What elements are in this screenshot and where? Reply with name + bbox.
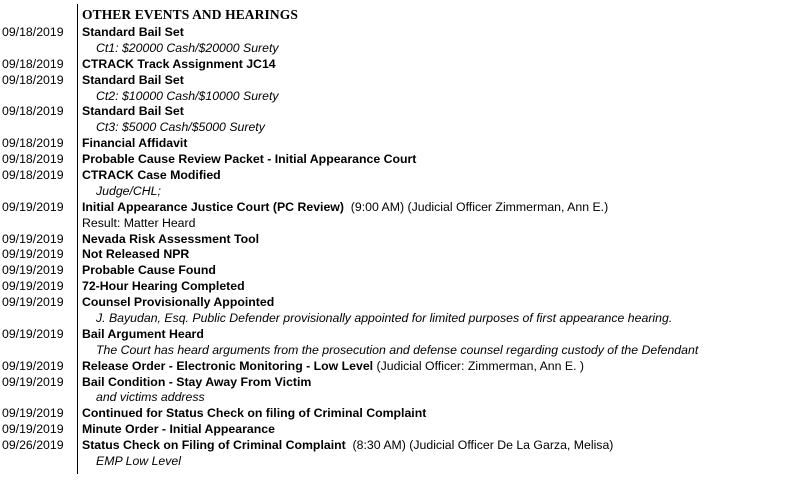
- event-row: [0, 247, 800, 263]
- event-date: 09/19/2019: [2, 263, 64, 278]
- event-row: [0, 406, 800, 422]
- event-title: Standard Bail Set: [82, 104, 184, 119]
- event-title: Financial Affidavit: [82, 136, 188, 151]
- event-row: [0, 136, 800, 152]
- event-result-row: [0, 216, 800, 232]
- event-date: 09/19/2019: [2, 406, 64, 421]
- event-row: [0, 168, 800, 184]
- event-title: Bail Argument Heard: [82, 326, 204, 341]
- event-date: 09/19/2019: [2, 231, 64, 246]
- event-result: Result: Matter Heard: [82, 215, 196, 230]
- event-detail: EMP Low Level: [96, 454, 181, 469]
- event-title: Bail Condition - Stay Away From Victim: [82, 374, 312, 389]
- event-detail: Judge/CHL;: [96, 183, 161, 198]
- event-detail-row: [0, 184, 800, 200]
- event-detail-row: [0, 89, 800, 105]
- event-date: 09/26/2019: [2, 438, 64, 453]
- event-officer-info: (8:30 AM) (Judicial Officer De La Garza, Melisa): [345, 438, 614, 453]
- event-row: [0, 104, 800, 120]
- section-heading: OTHER EVENTS AND HEARINGS: [82, 7, 298, 22]
- event-entry: [82, 232, 259, 248]
- event-row: [0, 359, 800, 375]
- event-entry: [82, 406, 426, 422]
- event-detail: and victims address: [96, 390, 205, 405]
- event-entry: [82, 263, 216, 279]
- event-row: [0, 422, 800, 438]
- event-entry: [82, 247, 189, 263]
- event-title: CTRACK Case Modified: [82, 168, 221, 183]
- event-date: 09/18/2019: [2, 25, 64, 39]
- event-title: Status Check on Filing of Criminal Complaint: [82, 438, 346, 453]
- event-detail-row: [0, 454, 800, 470]
- event-title: Standard Bail Set: [82, 72, 184, 87]
- event-officer-info: (9:00 AM) (Judicial Officer Zimmerman, Ann E.): [343, 199, 609, 214]
- event-detail: The Court has heard arguments from the prosecution and defense counsel regarding custody of the Defendant: [96, 342, 699, 357]
- event-date: 09/18/2019: [2, 168, 64, 183]
- event-row: [0, 279, 800, 295]
- event-entry: [82, 73, 184, 89]
- event-date: 09/19/2019: [2, 279, 64, 294]
- event-date: 09/19/2019: [2, 422, 64, 437]
- event-detail: J. Bayudan, Esq. Public Defender provisionally appointed for limited purposes of first appearance hearing.: [96, 311, 673, 326]
- event-date: 09/18/2019: [2, 104, 64, 119]
- event-entry: [82, 25, 184, 41]
- event-date: 09/18/2019: [2, 72, 64, 87]
- event-row: [0, 438, 800, 454]
- event-detail-row: [0, 41, 800, 57]
- event-detail-row: [0, 343, 800, 359]
- event-entry: [82, 152, 416, 168]
- event-row: [0, 25, 800, 41]
- event-title: Minute Order - Initial Appearance: [82, 422, 275, 437]
- event-entry: [82, 104, 184, 120]
- event-detail-row: [0, 311, 800, 327]
- event-entry: [82, 200, 608, 216]
- event-entry: [82, 136, 187, 152]
- event-date: 09/19/2019: [2, 295, 64, 310]
- event-title: Nevada Risk Assessment Tool: [82, 231, 260, 246]
- event-date: 09/18/2019: [2, 136, 64, 151]
- event-title: Initial Appearance Justice Court (PC Review): [82, 199, 344, 214]
- event-date: 09/19/2019: [2, 374, 64, 389]
- event-detail: Ct1: $20000 Cash/$20000 Surety: [96, 40, 279, 55]
- event-row: [0, 57, 800, 73]
- event-detail: Ct3: $5000 Cash/$5000 Surety: [96, 120, 265, 135]
- event-date: 09/18/2019: [2, 56, 64, 71]
- event-row: [0, 232, 800, 248]
- event-row: [0, 375, 800, 391]
- event-entry: [82, 375, 311, 391]
- event-entry: [82, 168, 221, 184]
- event-detail-row: [0, 390, 800, 406]
- event-date: 09/19/2019: [2, 358, 64, 373]
- event-title: Probable Cause Review Packet - Initial Appearance Court: [82, 152, 417, 167]
- event-title: CTRACK Track Assignment JC14: [82, 56, 276, 71]
- event-entry: [82, 359, 584, 375]
- event-title: Counsel Provisionally Appointed: [82, 295, 275, 310]
- events-list: [0, 25, 800, 470]
- event-entry: [82, 438, 613, 454]
- event-entry: [82, 279, 245, 295]
- event-date: 09/18/2019: [2, 152, 64, 167]
- event-row: [0, 200, 800, 216]
- event-title: 72-Hour Hearing Completed: [82, 279, 245, 294]
- event-entry: [82, 422, 275, 438]
- event-row: [0, 263, 800, 279]
- event-row: [0, 73, 800, 89]
- event-title: Standard Bail Set: [82, 25, 184, 39]
- event-row: [0, 327, 800, 343]
- event-row: [0, 152, 800, 168]
- event-entry: [82, 57, 276, 73]
- event-date: 09/19/2019: [2, 247, 64, 262]
- event-date: 09/19/2019: [2, 326, 64, 341]
- event-detail-row: [0, 120, 800, 136]
- event-title: Probable Cause Found: [82, 263, 216, 278]
- event-detail: Ct2: $10000 Cash/$10000 Surety: [96, 88, 279, 103]
- event-entry: [82, 327, 204, 343]
- event-title: Continued for Status Check on filing of Criminal Complaint: [82, 406, 427, 421]
- event-officer-info: (Judicial Officer: Zimmerman, Ann E. ): [373, 358, 585, 373]
- event-row: [0, 295, 800, 311]
- event-title: Not Released NPR: [82, 247, 190, 262]
- event-entry: [82, 295, 274, 311]
- event-title: Release Order - Electronic Monitoring - Low Level: [82, 358, 374, 373]
- event-date: 09/19/2019: [2, 199, 64, 214]
